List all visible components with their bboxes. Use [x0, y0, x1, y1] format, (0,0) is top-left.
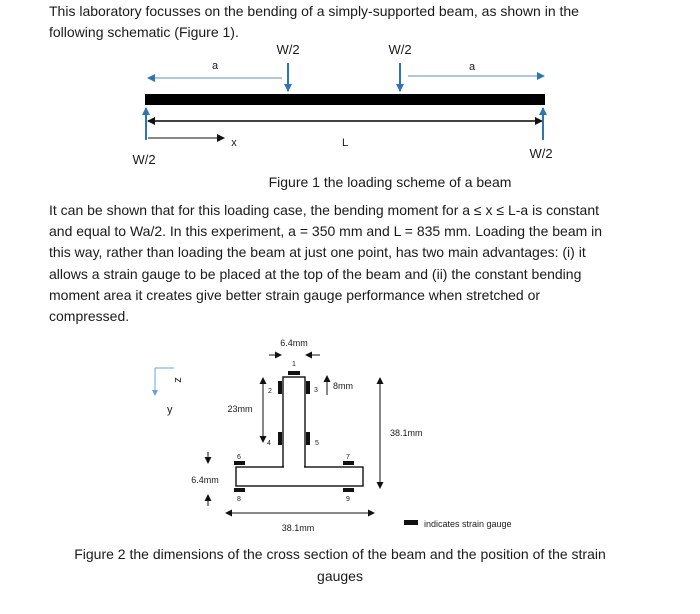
- web-section: [283, 377, 305, 467]
- gauge-number-2: 2: [268, 388, 272, 395]
- gauge-number-5: 5: [315, 440, 319, 447]
- a-left-label: a: [211, 60, 219, 72]
- intro-paragraph: This laboratory focusses on the bending of a simply-supported beam, as shown in the following schematic (Figure 1).: [49, 3, 579, 40]
- a-right-label: a: [468, 61, 476, 73]
- strain-gauge-1: [288, 371, 300, 375]
- strain-gauge-3: [306, 381, 310, 394]
- gauge-number-6: 6: [237, 454, 241, 461]
- gauge-number-7: 7: [346, 454, 350, 461]
- figure2-caption: Figure 2 the dimensions of the cross section of the beam and the position of the strain gauges: [74, 546, 606, 584]
- strain-gauge-5: [306, 432, 310, 445]
- strain-gauge-4: [278, 432, 282, 445]
- flange-thickness-label: 6.4mm: [191, 475, 219, 485]
- gauge-number-9: 9: [346, 496, 350, 503]
- body-paragraph: It can be shown that for this loading case, the bending moment for a ≤ x ≤ L-a is constant and equal to Wa/2. In this experiment, a = 350 mm and L = 835 mm. Loading the beam in this way, rather than loading the beam at just one point, has two main advantages: (i) it allows a strain gauge to be placed at the top of the beam and (ii) the constant bending moment area it creates give better strain gauge performance when stretched or compressed.: [49, 202, 603, 325]
- gauge-number-8: 8: [237, 496, 241, 503]
- x-label: x: [231, 137, 237, 149]
- total-height-label: 38.1mm: [390, 428, 423, 438]
- strain-gauge-6: [234, 461, 245, 465]
- load-left-label: W/2: [276, 42, 300, 57]
- strain-gauge-2: [278, 381, 282, 394]
- y-axis-label: y: [167, 404, 173, 416]
- strain-gauge-9: [343, 488, 354, 492]
- figure1-caption: Figure 1 the loading scheme of a beam: [268, 174, 512, 190]
- reaction-left-label: W/2: [132, 152, 156, 167]
- gauge-number-4: 4: [267, 440, 271, 447]
- reaction-right-label: W/2: [529, 146, 553, 161]
- gauge-number-3: 3: [314, 387, 318, 394]
- legend-label: indicates strain gauge: [424, 519, 512, 529]
- z-axis-label: z: [172, 377, 184, 383]
- gauge-offset-label: 8mm: [333, 381, 353, 391]
- load-right-label: W/2: [388, 42, 412, 57]
- length-label: L: [341, 137, 349, 149]
- strain-gauge-7: [343, 461, 354, 465]
- legend-gauge-symbol: [404, 520, 418, 525]
- web-height-label: 23mm: [227, 404, 253, 414]
- gauge-number-1: 1: [292, 361, 296, 368]
- flange-section: [236, 467, 363, 486]
- flange-width-label: 38.1mm: [281, 523, 315, 533]
- strain-gauge-8: [234, 488, 245, 492]
- web-width-label: 6.4mm: [280, 338, 308, 348]
